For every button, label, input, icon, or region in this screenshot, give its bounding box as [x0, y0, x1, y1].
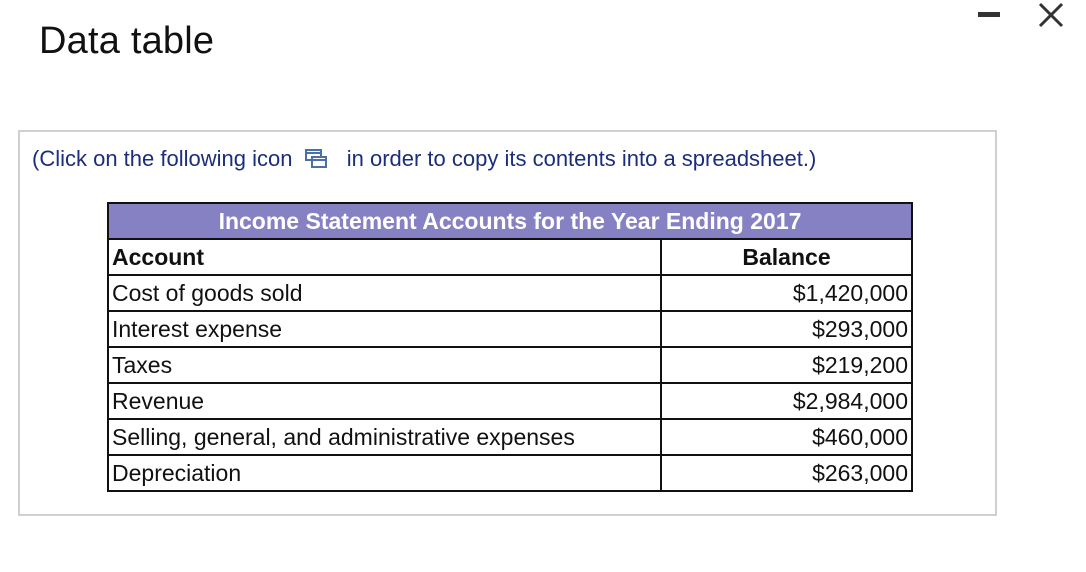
copy-instruction — [32, 146, 816, 172]
dialog-title: Data table — [39, 20, 215, 62]
table-row — [108, 347, 912, 383]
column-header-balance: Balance — [661, 239, 912, 275]
balance-cell: $293,000 — [661, 311, 912, 347]
table-row — [108, 455, 912, 491]
table-caption-row — [108, 203, 912, 239]
account-cell: Interest expense — [108, 311, 661, 347]
minimize-button[interactable] — [976, 3, 1002, 27]
data-panel — [18, 130, 997, 516]
table-row — [108, 275, 912, 311]
table-header-row — [108, 239, 912, 275]
income-statement-table — [107, 202, 913, 492]
balance-cell: $460,000 — [661, 419, 912, 455]
account-cell: Selling, general, and administrative expenses — [108, 419, 661, 455]
table-row — [108, 383, 912, 419]
account-cell: Taxes — [108, 347, 661, 383]
close-button[interactable] — [1035, 0, 1065, 30]
table-caption: Income Statement Accounts for the Year Ending 2017 — [108, 203, 912, 239]
column-header-account: Account — [108, 239, 661, 275]
account-cell: Cost of goods sold — [108, 275, 661, 311]
balance-cell: $219,200 — [661, 347, 912, 383]
balance-cell: $1,420,000 — [661, 275, 912, 311]
instruction-text-before: (Click on the following icon — [32, 146, 293, 171]
copy-to-spreadsheet-icon[interactable] — [303, 148, 329, 170]
minimize-icon — [978, 12, 1000, 17]
instruction-text-after: in order to copy its contents into a spreadsheet.) — [346, 146, 817, 171]
balance-cell: $2,984,000 — [661, 383, 912, 419]
account-cell: Depreciation — [108, 455, 661, 491]
balance-cell: $263,000 — [661, 455, 912, 491]
account-cell: Revenue — [108, 383, 661, 419]
close-icon — [1035, 0, 1065, 30]
table-row — [108, 311, 912, 347]
table-row — [108, 419, 912, 455]
